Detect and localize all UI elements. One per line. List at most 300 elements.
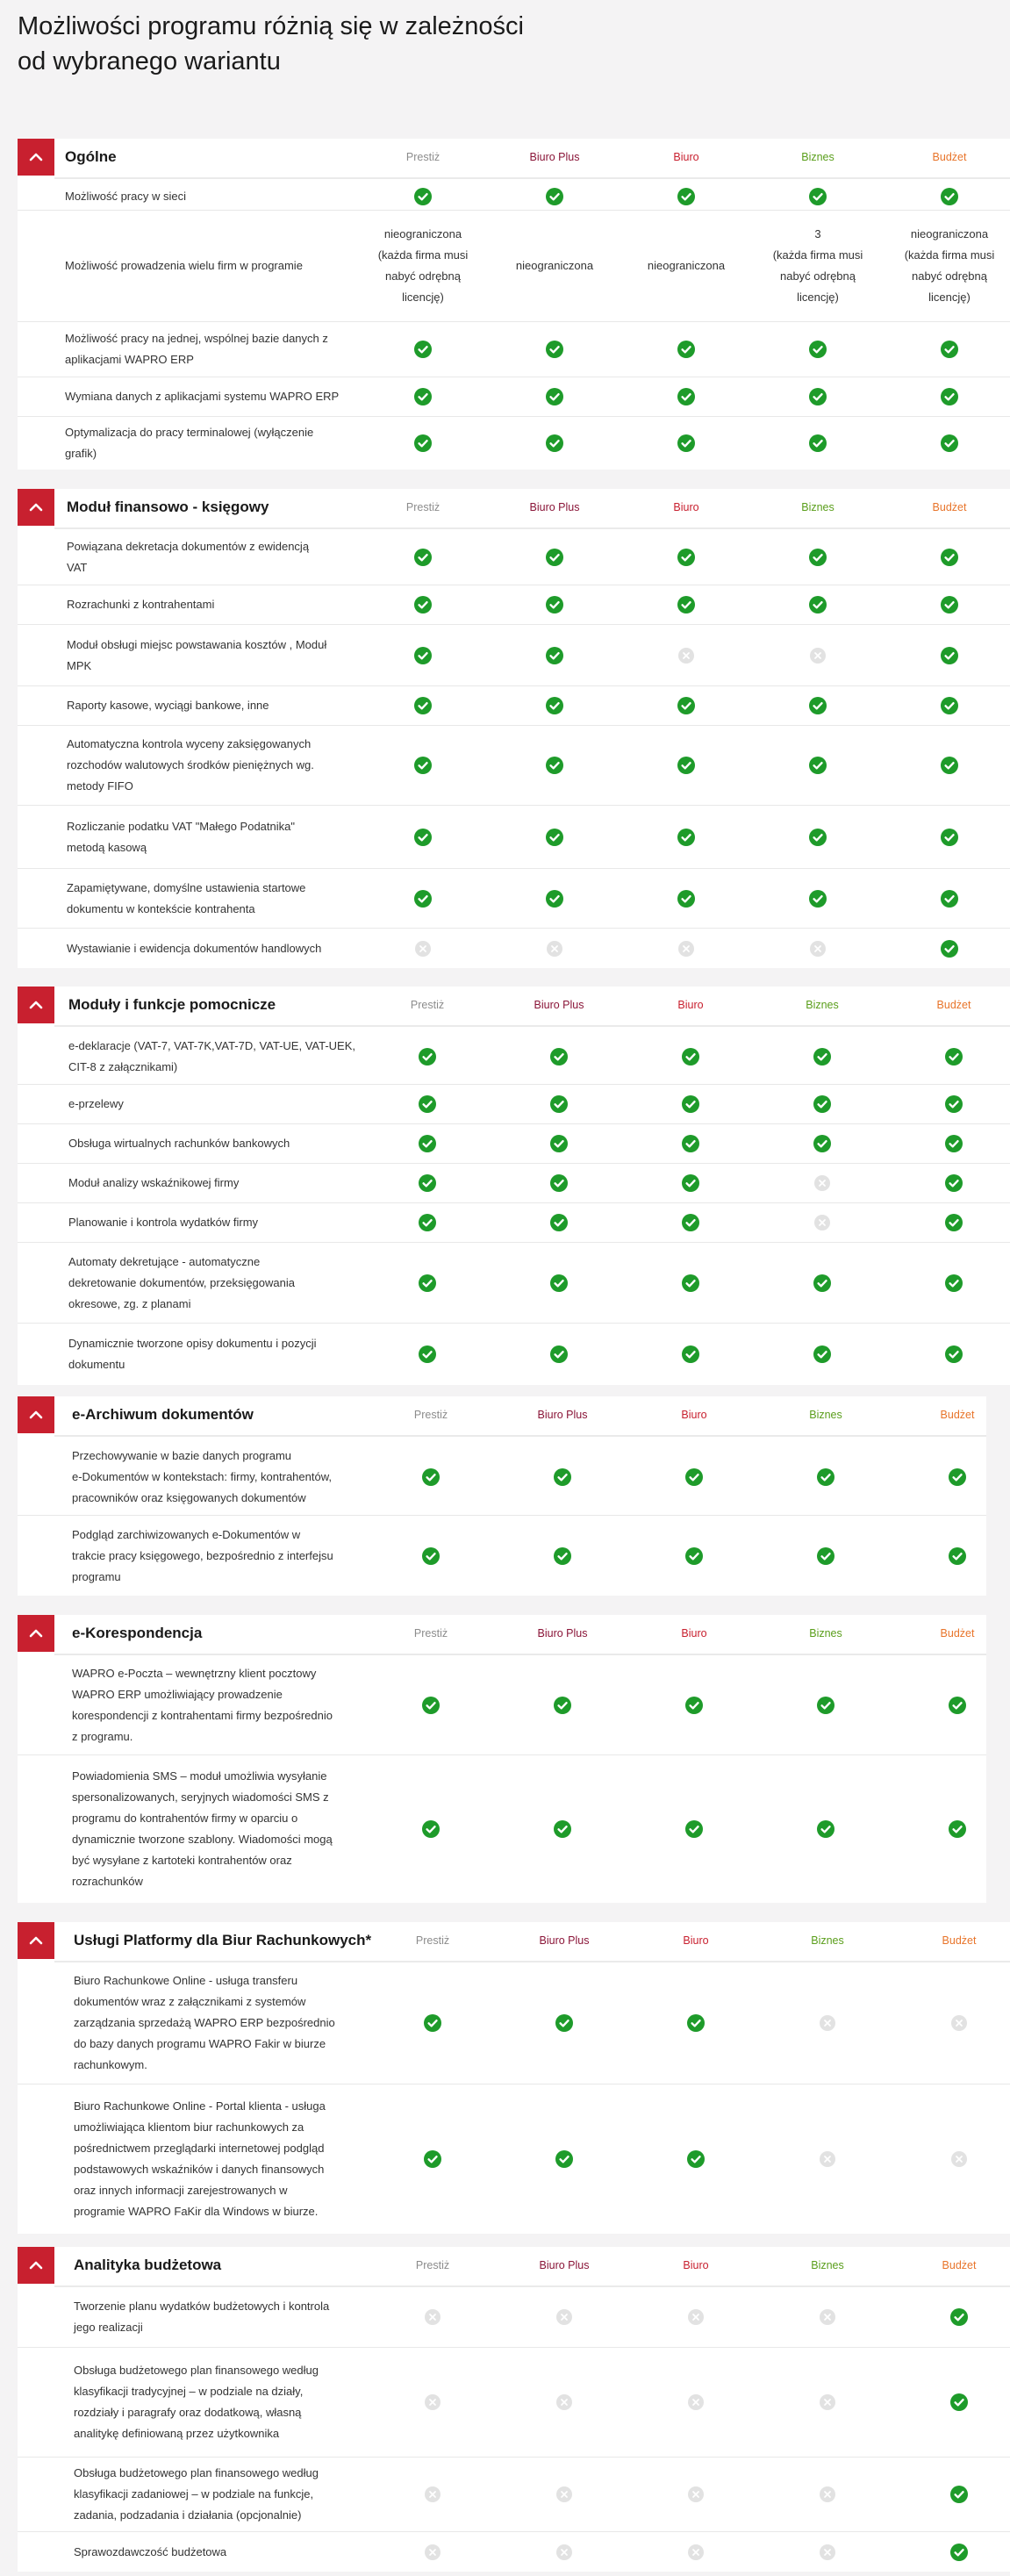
check-icon [546,697,563,714]
collapse-toggle-button[interactable] [18,1396,54,1433]
check-icon [809,388,827,405]
feature-label-line: Tworzenie planu wydatków budżetowych i kontrola [74,2299,330,2313]
check-icon [809,829,827,846]
chevron-up-icon [27,499,45,516]
unavailable-icon [556,2544,572,2560]
feature-label-line: analitykę definiowaną przez użytkownika [74,2427,280,2440]
check-icon [550,1214,568,1231]
cell-value-line: licencję) [402,291,444,304]
feature-label-line: rachunkowym. [74,2057,147,2071]
check-icon [414,890,432,908]
unavailable-icon [678,648,694,664]
cell-value-text [638,255,734,276]
section-title: Moduł finansowo - księgowy [67,499,269,515]
table-row [18,1962,1010,2084]
header-divider [54,1654,986,1655]
collapse-toggle-button[interactable] [18,987,54,1023]
check-icon [546,647,563,664]
check-icon [414,188,432,205]
unavailable-icon [425,2486,441,2502]
feature-label-line: do bazy danych programu WAPRO Fakir w biurze [74,2036,326,2050]
feature-label-line: Biuro Rachunkowe Online - usługa transferu [74,1973,298,1987]
feature-label-line: dokumentu w kontekście kontrahenta [67,901,255,915]
feature-label-line: Możliwość prowadzenia wielu firm w programie [65,259,303,272]
feature-label [72,1766,333,1892]
check-icon [945,1048,963,1066]
check-icon [817,1468,835,1486]
feature-label [65,386,339,407]
feature-label [72,1525,333,1588]
check-icon [945,1214,963,1231]
section-4 [18,1396,986,1596]
section-3 [18,987,1010,1385]
cell-value-line: nieograniczona [383,227,462,240]
column-header: Prestiż [405,151,441,163]
check-icon [941,549,958,566]
unavailable-icon [820,2394,835,2410]
table-row [18,1755,986,1903]
section-header [18,489,1010,526]
check-icon [677,596,695,614]
feature-label-line: WAPRO ERP umożliwiający prowadzenie [72,1688,283,1701]
chevron-up-icon [27,2257,45,2274]
table-row [18,806,1010,869]
unavailable-icon [951,2151,967,2167]
feature-label-line: VAT [67,560,88,574]
feature-label-line: WAPRO e-Poczta – wewnętrzny klient pocztowy [72,1667,317,1680]
section-1 [18,139,1010,470]
feature-label-line: Powiązana dekretacja dokumentów z ewidencją [67,539,310,553]
check-icon [677,388,695,405]
feature-label-line: klasyfikacji tradycyjnej – w podziale na działy, [74,2385,304,2398]
chevron-up-icon [27,996,45,1014]
check-icon [677,829,695,846]
cell-value-line: nieograniczona [515,259,594,272]
cell-value-line: 3 [814,227,821,240]
feature-label [65,328,328,370]
check-icon [949,1468,966,1486]
check-icon [809,596,827,614]
feature-label-line: programu [72,1569,121,1583]
check-icon [546,434,563,452]
check-icon [950,2393,968,2411]
check-icon [949,1547,966,1565]
table-row [18,1124,1010,1164]
check-icon [941,341,958,358]
feature-label-line: rozdziały i paragrafy oraz dodatkową, własną [74,2406,302,2419]
feature-label-line: rozchodów walutowych środków pieniężnych wg. [67,758,314,771]
feature-label-line: Powiadomienia SMS – moduł umożliwia wysyłanie [72,1769,327,1783]
column-header: Biznes [809,1627,842,1640]
feature-label-line: e-deklaracje (VAT-7, VAT-7K,VAT-7D, VAT-UE, VAT-UEK, [68,1038,356,1052]
table-row [18,2084,1010,2234]
feature-label [67,938,321,959]
collapse-toggle-button[interactable] [18,1922,54,1959]
chevron-up-icon [27,1625,45,1642]
check-icon [546,757,563,774]
check-icon [817,1547,835,1565]
column-header: Budżet [942,1934,977,1947]
check-icon [941,647,958,664]
check-icon [817,1697,835,1714]
header-divider [54,1025,1010,1027]
cell-value-line: (każda firma musi [772,248,863,262]
unavailable-icon [678,941,694,957]
feature-label-line: Zapamiętywane, domyślne ustawienia startowe [67,880,306,894]
check-icon [941,596,958,614]
check-icon [555,2014,573,2032]
feature-label-line: dekretowanie dokumentów, przeksięgowania [68,1275,295,1289]
check-icon [809,697,827,714]
feature-label-line: być wysyłane z kartoteki kontrahentów oraz [72,1854,292,1867]
unavailable-icon [547,941,562,957]
table-row [18,2348,1010,2458]
column-header: Prestiż [415,2259,450,2271]
column-header: Biznes [801,151,835,163]
column-header: Biuro [673,501,699,513]
table-row [18,417,1010,470]
unavailable-icon [820,2309,835,2325]
feature-label-line: Automaty dekretujące - automatyczne [68,1254,261,1268]
feature-label [67,695,269,716]
feature-label-line: metody FIFO [67,779,133,793]
cell-value-line: licencję) [928,291,971,304]
feature-label-line: pośrednictwem przeglądarki internetowej podgląd [74,2142,325,2155]
feature-label [67,594,214,615]
column-header: Biuro [681,1627,707,1640]
feature-label-line: spersonalizowanych, seryjnych wiadomości SMS z [72,1790,329,1804]
unavailable-icon [820,2544,835,2560]
feature-label-line: Planowanie i kontrola wydatków firmy [68,1216,259,1229]
table-row [18,529,1010,585]
cell-value-line: (każda firma musi [904,248,995,262]
section-header [18,1615,986,1652]
feature-label-line: oraz innych informacji zarejestrowanych w [74,2184,288,2197]
table-row [18,585,1010,625]
check-icon [554,1547,571,1565]
unavailable-icon [556,2486,572,2502]
check-icon [546,388,563,405]
feature-label-line: Przechowywanie w bazie danych programu [72,1449,292,1462]
section-title: Moduły i funkcje pomocnicze [68,996,276,1013]
check-icon [809,188,827,205]
collapse-toggle-button[interactable] [18,2247,54,2284]
column-header: Budżet [932,151,967,163]
check-icon [555,2150,573,2168]
check-icon [422,1468,440,1486]
section-title: Ogólne [65,148,117,165]
section-title: Analityka budżetowa [74,2257,222,2273]
check-icon [809,890,827,908]
column-header: Prestiż [413,1627,448,1640]
chevron-up-icon [27,1932,45,1949]
check-icon [941,388,958,405]
check-icon [414,829,432,846]
check-icon [941,890,958,908]
table-row [18,625,1010,686]
feature-label-line: Obsługa budżetowego plan finansowego według [74,2466,319,2479]
check-icon [817,1820,835,1838]
check-icon [685,1468,703,1486]
check-icon [419,1135,436,1152]
check-icon [546,341,563,358]
check-icon [546,890,563,908]
table-row [18,1324,1010,1385]
check-icon [687,2150,705,2168]
table-row [18,2286,1010,2348]
feature-label [68,1333,317,1375]
table-row [18,1656,986,1755]
header-divider [54,1435,986,1437]
check-icon [813,1345,831,1363]
feature-label-line: pracowników oraz księgowanych dokumentów [72,1491,306,1504]
feature-label [72,1663,333,1747]
check-icon [414,341,432,358]
check-icon [554,1820,571,1838]
feature-label-line: dokumentów wraz z załącznikami z systemów [74,1994,306,2008]
section-header [18,2247,1010,2284]
check-icon [422,1547,440,1565]
check-icon [809,549,827,566]
column-header: Budżet [942,2259,977,2271]
cell-value-line: nabyć odrębną [384,269,461,283]
feature-label-line: Wymiana danych z aplikacjami systemu WAPRO ERP [65,390,340,403]
section-title: Usługi Platformy dla Biur Rachunkowych* [74,1932,372,1948]
collapse-toggle-button[interactable] [18,1615,54,1652]
check-icon [677,549,695,566]
column-header: Budżet [936,999,971,1011]
column-header: Biuro Plus [534,999,584,1011]
check-icon [682,1274,699,1292]
table-row [18,2458,1010,2532]
cell-value-line: nabyć odrębną [911,269,987,283]
unavailable-icon [820,2486,835,2502]
section-2 [18,489,1010,968]
section-header [18,1396,986,1433]
check-icon [682,1048,699,1066]
check-icon [419,1345,436,1363]
check-icon [809,434,827,452]
column-header: Biuro [673,151,699,163]
feature-label-line: umożliwiająca klientom biur rachunkowych za [74,2120,304,2134]
check-icon [677,434,695,452]
feature-label-line: CIT-8 z załącznikami) [68,1059,178,1073]
table-row [18,1203,1010,1243]
table-row [18,322,1010,377]
check-icon [546,596,563,614]
feature-label-line: Biuro Rachunkowe Online - Portal klienta - usługa [74,2099,326,2113]
feature-label-line: Rozrachunki z kontrahentami [67,598,215,611]
check-icon [945,1135,963,1152]
section-header [18,1922,1010,1959]
check-icon [677,890,695,908]
column-header: Biuro Plus [539,1934,590,1947]
cell-value-text [506,255,603,276]
feature-label-line: Raporty kasowe, wyciągi bankowe, inne [67,699,269,712]
check-icon [682,1174,699,1192]
feature-label-line: MPK [67,658,92,672]
unavailable-icon [814,1175,830,1191]
check-icon [949,1697,966,1714]
table-row [18,183,1010,211]
check-icon [950,2544,968,2561]
section-header [18,139,1010,176]
check-icon [414,388,432,405]
feature-label-line: z programu. [72,1730,133,1743]
check-icon [414,596,432,614]
check-icon [685,1547,703,1565]
feature-label [74,2463,319,2526]
column-header: Biuro Plus [537,1627,588,1640]
feature-label [74,2542,226,2563]
cell-value-line: nabyć odrębną [779,269,856,283]
feature-label-line: klasyfikacji zadaniowej – w podziale na funkcje, [74,2487,314,2501]
feature-label-line: Obsługa wirtualnych rachunków bankowych [68,1137,290,1150]
feature-label [65,255,303,276]
feature-label-line: e-Dokumentów w kontekstach: firmy, kontrahentów, [72,1470,332,1483]
check-icon [677,341,695,358]
table-row [18,1085,1010,1124]
feature-label [68,1094,124,1115]
column-header: Biznes [811,2259,844,2271]
check-icon [682,1345,699,1363]
column-header: Budżet [932,501,967,513]
feature-label [68,1212,258,1233]
feature-label-line: korespondencji z kontrahentami firmy bezpośrednio [72,1709,333,1722]
header-divider [54,177,1010,179]
unavailable-icon [425,2544,441,2560]
unavailable-icon [425,2309,441,2325]
unavailable-icon [814,1215,830,1231]
section-title: e-Archiwum dokumentów [72,1406,254,1423]
check-icon [682,1135,699,1152]
check-icon [813,1048,831,1066]
check-icon [422,1697,440,1714]
check-icon [809,757,827,774]
check-icon [414,697,432,714]
unavailable-icon [425,2394,441,2410]
check-icon [950,2308,968,2326]
page-title-line-1: Możliwości programu różnią się w zależności [18,12,524,40]
check-icon [419,1095,436,1113]
check-icon [809,341,827,358]
column-header: Biuro Plus [539,2259,590,2271]
page-title [18,9,524,79]
check-icon [813,1135,831,1152]
check-icon [941,434,958,452]
feature-label-line: e-przelewy [68,1097,124,1110]
check-icon [414,647,432,664]
unavailable-icon [688,2486,704,2502]
unavailable-icon [688,2394,704,2410]
feature-label-line: Moduł obsługi miejsc powstawania kosztów , Moduł [67,637,327,651]
unavailable-icon [556,2309,572,2325]
column-header: Biuro [683,2259,709,2271]
check-icon [941,757,958,774]
section-6 [18,1922,1010,2234]
feature-label-line: zarządzania sprzedażą WAPRO ERP bezpośrednio [74,2015,335,2029]
check-icon [546,829,563,846]
feature-label-line: dynamicznie tworzone szablony. Wiadomości mogą [72,1833,333,1846]
feature-label [67,816,295,858]
check-icon [414,434,432,452]
check-icon [682,1095,699,1113]
column-header: Biuro [683,1934,709,1947]
column-header: Biznes [811,1934,844,1947]
check-icon [414,757,432,774]
unavailable-icon [820,2151,835,2167]
table-row [18,869,1010,929]
table-row [18,686,1010,726]
table-row [18,211,1010,322]
feature-label-line: trakcie pracy księgowego, bezpośrednio z interfejsu [72,1548,333,1562]
check-icon [677,757,695,774]
feature-label-line: aplikacjami WAPRO ERP [65,353,194,366]
feature-label [67,635,326,677]
feature-label-line: okresowe, zg. z planami [68,1296,191,1310]
check-icon [950,2486,968,2503]
unavailable-icon [951,2015,967,2031]
check-icon [949,1820,966,1838]
check-icon [550,1048,568,1066]
feature-label-line: Rozliczanie podatku VAT "Małego Podatnika" [67,819,295,833]
check-icon [550,1095,568,1113]
chevron-up-icon [27,148,45,166]
check-icon [687,2014,705,2032]
feature-label-line: Dynamicznie tworzone opisy dokumentu i pozycji [68,1337,317,1350]
feature-label-line: programie WAPRO FaKir dla Windows w biurze. [74,2205,319,2218]
column-header: Prestiż [415,1934,450,1947]
check-icon [945,1095,963,1113]
column-header: Prestiż [413,1409,448,1421]
unavailable-icon [820,2015,835,2031]
check-icon [419,1048,436,1066]
feature-label-line: Możliwość pracy w sieci [65,189,186,203]
check-icon [424,2014,441,2032]
feature-label-line: Podgląd zarchiwizowanych e-Dokumentów w [72,1527,301,1541]
collapse-toggle-button[interactable] [18,489,54,526]
feature-label-line: Moduł analizy wskaźnikowej firmy [68,1176,240,1189]
check-icon [550,1174,568,1192]
check-icon [419,1274,436,1292]
column-header: Biznes [806,999,839,1011]
table-row [18,377,1010,417]
table-row [18,1164,1010,1203]
feature-label-line: metodą kasową [67,840,147,854]
feature-label-line: Automatyczna kontrola wyceny zaksięgowanych [67,737,312,750]
check-icon [677,697,695,714]
cell-value-line: nieograniczona [647,259,726,272]
column-header: Biuro Plus [537,1409,588,1421]
unavailable-icon [688,2544,704,2560]
check-icon [554,1468,571,1486]
feature-label-line: grafik) [65,447,97,460]
feature-label-line: rozrachunków [72,1875,143,1888]
column-header: Biuro [681,1409,707,1421]
cell-value-text [901,224,998,308]
check-icon [945,1345,963,1363]
feature-label [68,1036,355,1078]
unavailable-icon [810,941,826,957]
check-icon [813,1095,831,1113]
table-row [18,726,1010,806]
section-header [18,987,1010,1023]
feature-label [72,1446,332,1509]
feature-label-line: Obsługa budżetowego plan finansowego według [74,2364,319,2377]
cell-value-line: (każda firma musi [377,248,469,262]
collapse-toggle-button[interactable] [18,139,54,176]
column-header: Biuro Plus [529,501,580,513]
